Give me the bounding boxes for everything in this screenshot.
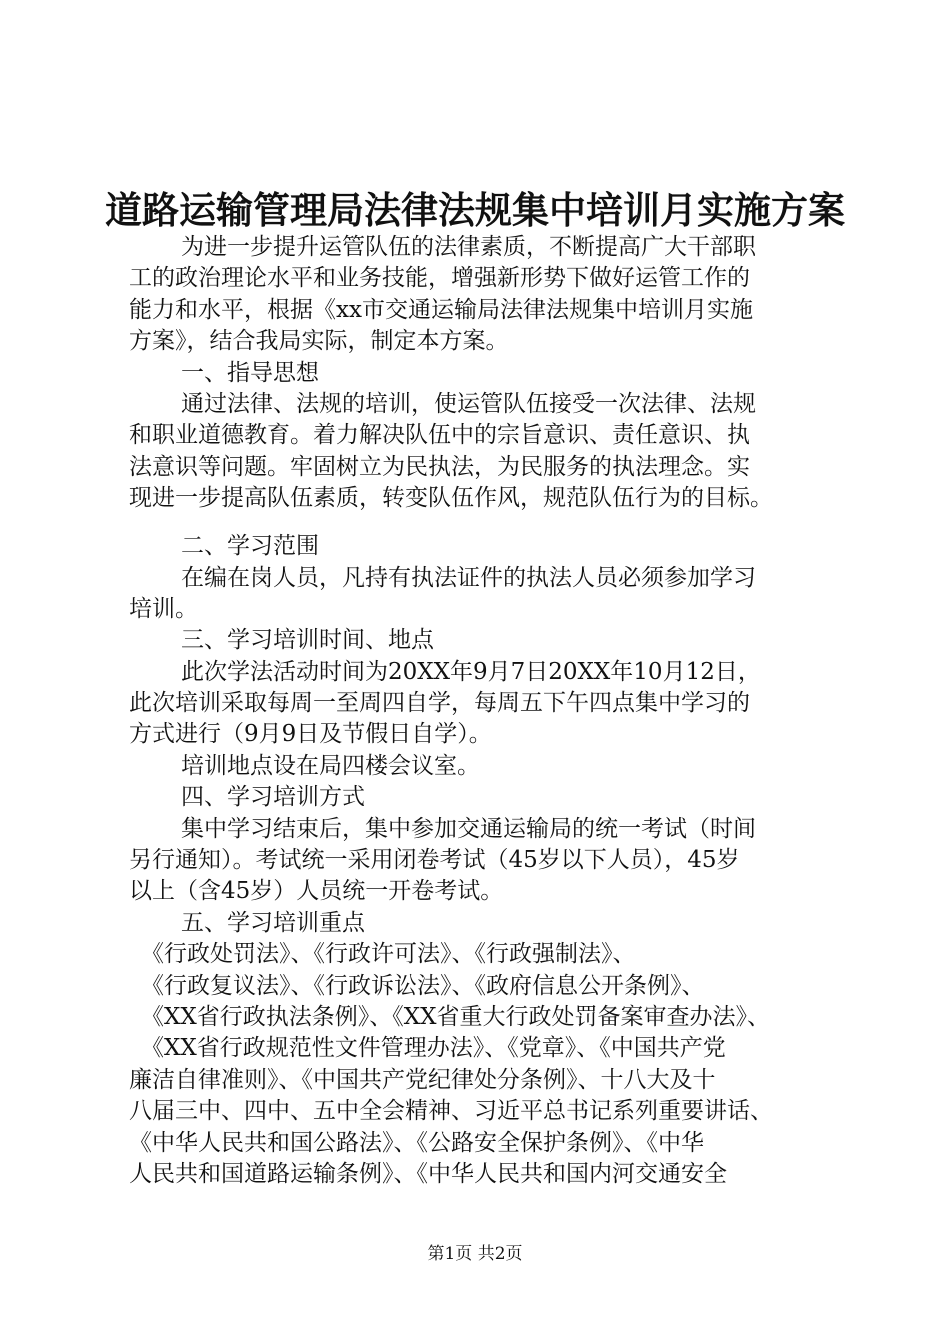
section-heading: 四、学习培训方式 bbox=[181, 784, 365, 811]
paragraph-line: 《行政复议法》、《行政诉讼法》、《政府信息公开条例》、 bbox=[141, 972, 705, 999]
section-heading: 五、学习培训重点 bbox=[181, 909, 365, 936]
paragraph-line: 八届三中、四中、五中全会精神、习近平总书记系列重要讲话、 bbox=[129, 1098, 773, 1125]
paragraph-line: 《中华人民共和国公路法》、《公路安全保护条例》、《中华 bbox=[129, 1129, 704, 1156]
paragraph-line: 和职业道德教育。着力解决队伍中的宗旨意识、责任意识、执 bbox=[129, 422, 750, 449]
paragraph-line: 方式进行（9月9日及节假日自学）。 bbox=[129, 721, 492, 748]
paragraph-line: 现进一步提高队伍素质，转变队伍作风，规范队伍行为的目标。 bbox=[129, 485, 773, 512]
paragraph-line: 培训。 bbox=[129, 595, 198, 622]
paragraph-line: 能力和水平，根据《xx市交通运输局法律法规集中培训月实施 bbox=[129, 296, 753, 323]
paragraph-line: 培训地点设在局四楼会议室。 bbox=[181, 752, 480, 779]
document-body bbox=[129, 232, 839, 1190]
section-heading: 一、指导思想 bbox=[181, 359, 319, 386]
paragraph-line: 廉洁自律准则》、《中国共产党纪律处分条例》、十八大及十 bbox=[129, 1066, 716, 1093]
paragraph-line: 此次学法活动时间为20XX年9月7日20XX年10月12日， bbox=[181, 658, 761, 685]
paragraph-line: 此次培训采取每周一至周四自学，每周五下午四点集中学习的 bbox=[129, 690, 750, 717]
paragraph-line: 以上（含45岁）人员统一开卷考试。 bbox=[129, 878, 504, 905]
paragraph-line: 在编在岗人员，凡持有执法证件的执法人员必须参加学习 bbox=[181, 564, 756, 591]
paragraph-line: 《XX省行政规范性文件管理办法》、《党章》、《中国共产党 bbox=[141, 1035, 726, 1062]
paragraph-line: 集中学习结束后，集中参加交通运输局的统一考试（时间 bbox=[181, 815, 756, 842]
document-title: 道路运输管理局法律法规集中培训月实施方案 bbox=[105, 188, 845, 232]
page-number: 第1页 共2页 bbox=[427, 1244, 523, 1264]
paragraph-line: 《XX省行政执法条例》、《XX省重大行政处罚备案审查办法》、 bbox=[141, 1003, 770, 1030]
paragraph-line: 方案》，结合我局实际，制定本方案。 bbox=[129, 328, 509, 355]
paragraph-line: 另行通知）。考试统一采用闭卷考试（45岁以下人员），45岁 bbox=[129, 847, 740, 874]
section-heading: 二、学习范围 bbox=[181, 533, 319, 560]
section-heading: 三、学习培训时间、地点 bbox=[181, 627, 434, 654]
paragraph-line: 《行政处罚法》、《行政许可法》、《行政强制法》、 bbox=[141, 941, 636, 968]
paragraph-line: 工的政治理论水平和业务技能，增强新形势下做好运管工作的 bbox=[129, 265, 750, 292]
paragraph-line: 法意识等问题。牢固树立为民执法，为民服务的执法理念。实 bbox=[129, 453, 750, 480]
paragraph-line: 通过法律、法规的培训，使运管队伍接受一次法律、法规 bbox=[181, 390, 756, 417]
paragraph-line: 人民共和国道路运输条例》、《中华人民共和国内河交通安全 bbox=[129, 1160, 727, 1187]
paragraph-line: 为进一步提升运管队伍的法律素质，不断提高广大干部职 bbox=[181, 234, 756, 260]
